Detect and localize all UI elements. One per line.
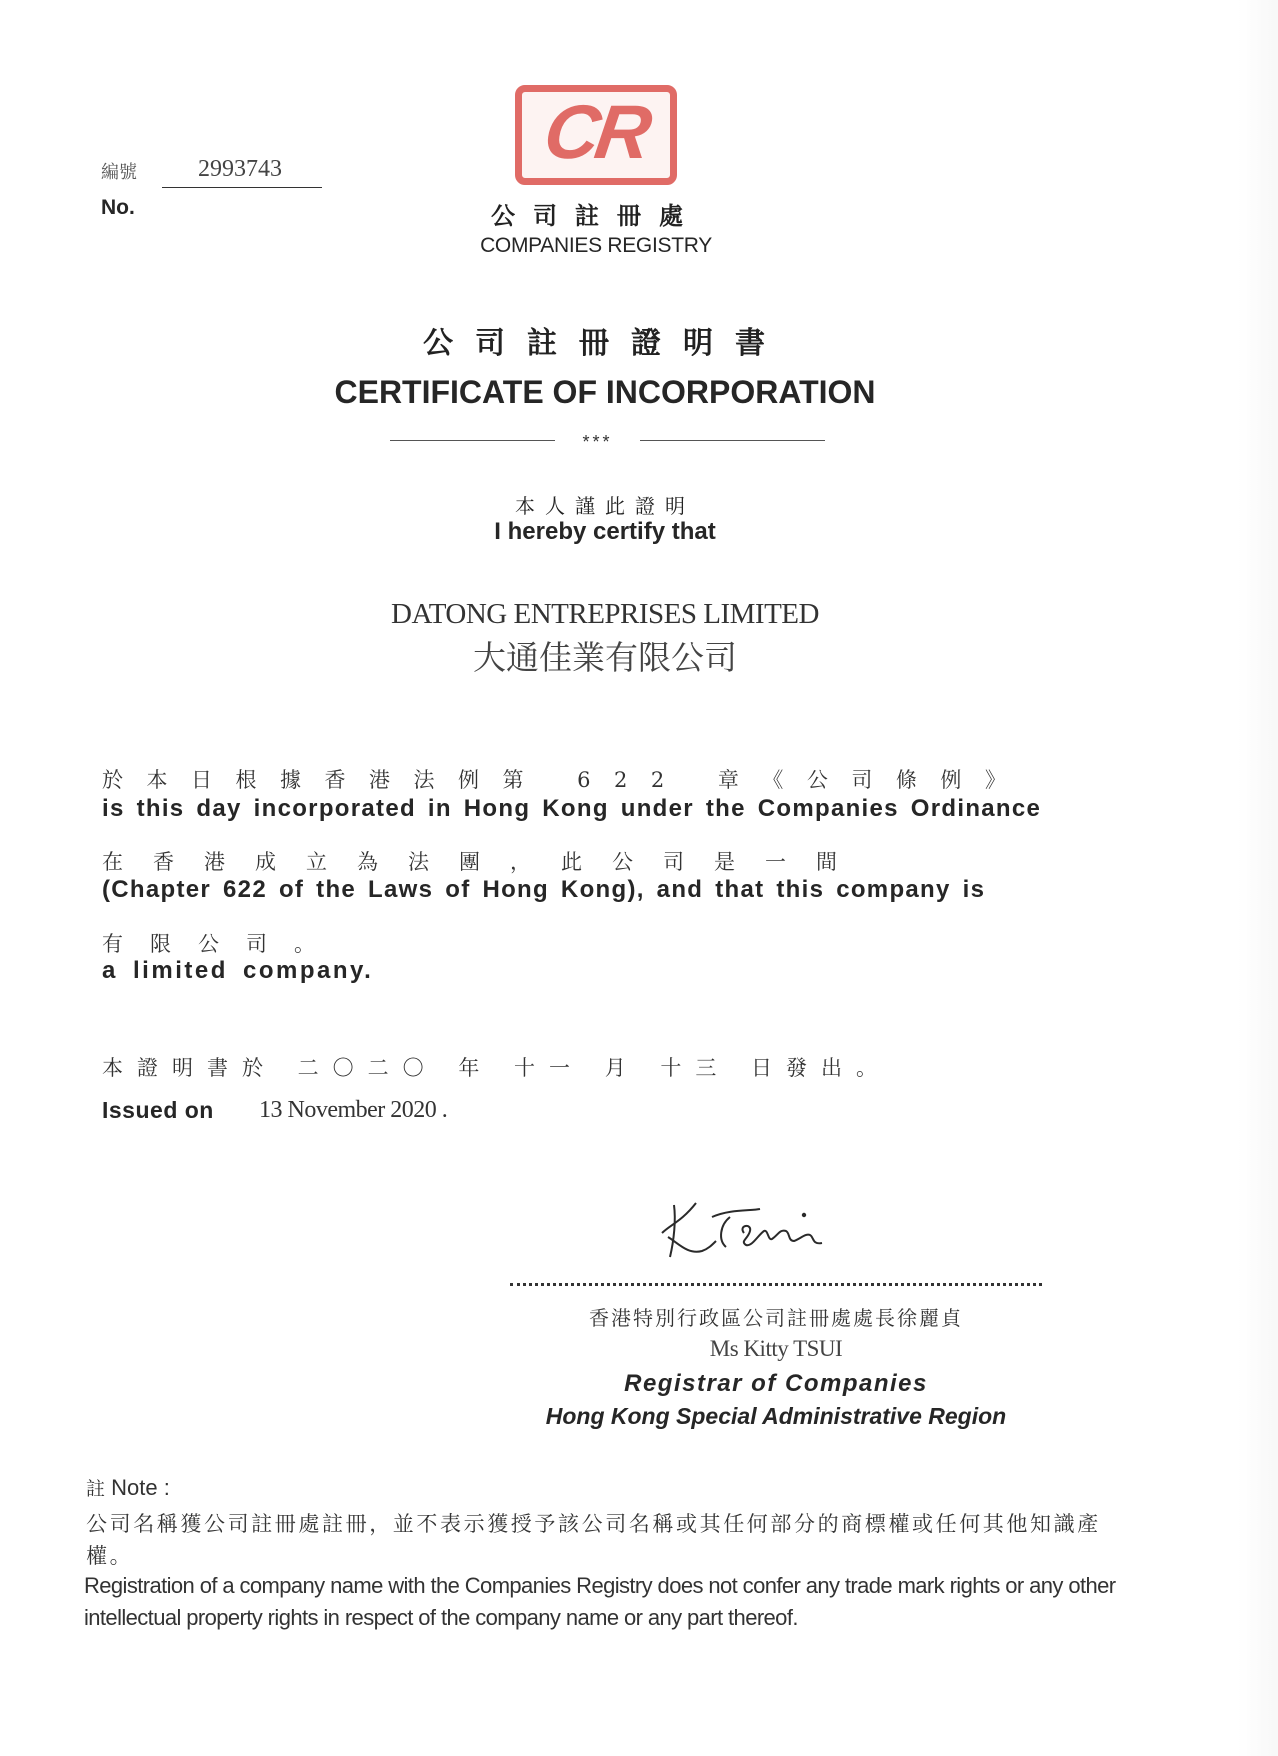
certificate-title-en: CERTIFICATE OF INCORPORATION: [334, 374, 876, 410]
note-text-en: Registration of a company name with the Companies Registry does not confer any trade mark rights or any other intellectual property rights in respect of the company name or any part thereof.: [84, 1573, 1116, 1630]
body-row-1-zh: 於本日根據香港法例第 622 章《公司條例》: [102, 768, 1030, 792]
registrar-name: Ms Kitty TSUI: [709, 1336, 843, 1361]
registrar-signature-icon: [660, 1195, 880, 1265]
issued-on-label: Issued on: [102, 1097, 214, 1123]
registrar-title-zh: 香港特別行政區公司註冊處處長徐麗貞: [589, 1306, 963, 1330]
companies-registry-logo: [515, 85, 677, 185]
certificate-number-label-en: No.: [101, 196, 135, 219]
note-label: [86, 1474, 170, 1501]
issue-date-en: 13 November 2020 .: [259, 1097, 448, 1123]
certify-statement-zh: 本人謹此證明: [515, 494, 695, 518]
body-row-3-en: a limited company.: [102, 957, 374, 984]
note-label-zh: 註: [86, 1478, 106, 1500]
title-divider-right: [640, 440, 825, 441]
body-row-2-zh: 在香港成立為法團，此公司是一間: [102, 850, 867, 874]
company-name-zh: 大通佳業有限公司: [473, 638, 737, 677]
certify-statement-en: I hereby certify that: [494, 518, 716, 545]
issue-date-zh: 本證明書於 二〇二〇 年 十一 月 十三 日發出。: [102, 1056, 892, 1080]
cr-logo-icon: CR: [539, 90, 653, 175]
note-label-en: Note :: [111, 1475, 170, 1500]
company-name-en: DATONG ENTREPRISES LIMITED: [391, 598, 819, 630]
body-row-3-zh: 有限公司。: [102, 932, 342, 956]
page-edge-shadow: [1238, 0, 1278, 1756]
body-row-2-en: (Chapter 622 of the Laws of Hong Kong), and that this company is: [102, 876, 986, 903]
issuer-name-zh: 公司註冊處: [491, 202, 701, 230]
signature-line: [510, 1283, 1042, 1286]
certificate-title-zh: 公司註冊證明書: [423, 326, 787, 361]
title-divider-left: [390, 440, 555, 441]
body-row-1-en: is this day incorporated in Hong Kong under the Companies Ordinance: [102, 795, 1042, 822]
certificate-number-value: 2993743: [162, 154, 322, 188]
title-divider-stars: ***: [582, 432, 613, 452]
certificate-number-label-zh: 編號: [101, 162, 137, 183]
issuer-name-en: COMPANIES REGISTRY: [480, 234, 712, 257]
registrar-region: Hong Kong Special Administrative Region: [545, 1403, 1007, 1429]
registrar-title-en: Registrar of Companies: [624, 1370, 928, 1397]
note-text-zh: 公司名稱獲公司註冊處註冊，並不表示獲授予該公司名稱或其任何部分的商標權或任何其他知識產權。: [86, 1512, 1101, 1568]
